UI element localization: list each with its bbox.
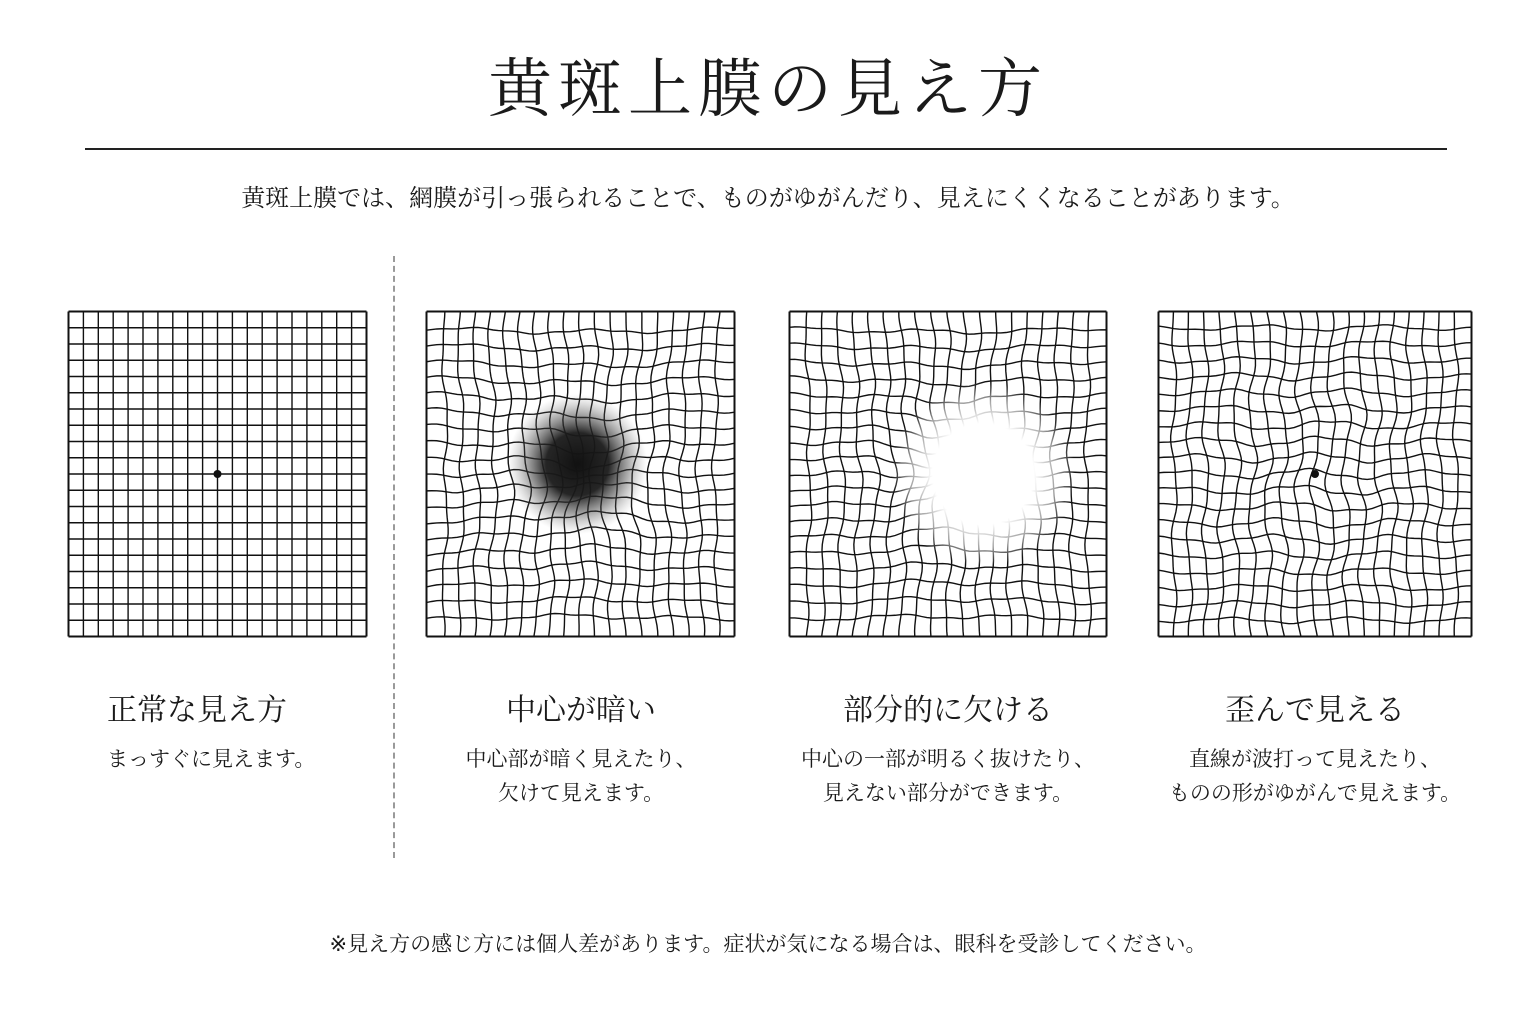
section-divider	[393, 256, 395, 858]
grid-line-vertical	[679, 312, 689, 637]
grid-line-horizontal	[1159, 584, 1472, 591]
grid-line-horizontal	[427, 360, 735, 368]
grid-line-horizontal	[1159, 534, 1472, 544]
grid-distorted	[1157, 310, 1473, 638]
caption-description	[107, 742, 367, 776]
grid-line-vertical	[647, 312, 658, 637]
caption-title: 正常な見え方	[107, 693, 287, 728]
fixation-dot	[214, 470, 222, 478]
grid-line-vertical	[1420, 312, 1428, 637]
grid-normal	[67, 310, 368, 638]
caption-normal	[107, 690, 367, 776]
grid-line-vertical	[1374, 312, 1383, 637]
amsler-grid-partial-missing	[788, 310, 1108, 638]
grid-line-vertical	[1294, 312, 1304, 637]
grid-line-vertical	[1436, 312, 1443, 637]
caption-line: 中心部が暗く見えたり、	[465, 747, 697, 771]
grid-line-vertical	[1171, 312, 1177, 637]
caption-partial-missing	[768, 690, 1128, 810]
caption-line: ものの形がゆがんで見えます。	[1168, 781, 1462, 805]
title-divider	[85, 148, 1447, 150]
grid-partial-missing	[788, 310, 1108, 638]
footnote: ※見え方の感じ方には個人差があります。症状が気になる場合は、眼科を受診してください。	[329, 932, 1207, 956]
caption-description	[1130, 742, 1500, 810]
fixation-dot	[1311, 470, 1319, 478]
grid-line-horizontal	[790, 614, 1107, 620]
caption-line: 直線が波打って見えたり、	[1189, 747, 1441, 771]
grid-line-vertical	[1341, 312, 1351, 637]
caption-line: 見えない部分ができます。	[822, 781, 1074, 805]
grid-line-horizontal	[1159, 436, 1472, 446]
grid-line-vertical	[458, 312, 464, 637]
grid-line-horizontal	[1159, 600, 1472, 607]
grid-line-horizontal	[1159, 486, 1472, 495]
intro-text: 黄斑上膜では、網膜が引っ張られることで、ものがゆがんだり、見えにくくなることがあります。	[241, 184, 1295, 212]
caption-line: 中心の一部が明るく抜けたり、	[801, 747, 1095, 771]
amsler-grid-normal	[67, 310, 368, 638]
grid-line-horizontal	[1159, 341, 1472, 347]
amsler-grid-distorted	[1157, 310, 1473, 638]
grid-line-vertical	[805, 312, 812, 637]
caption-title: 中心が暗い	[506, 693, 656, 728]
caption-title: 部分的に欠ける	[843, 693, 1053, 728]
grid-line-horizontal	[1159, 568, 1472, 575]
caption-title: 歪んで見える	[1225, 693, 1405, 728]
caption-description	[420, 742, 742, 810]
grid-line-horizontal	[427, 579, 735, 587]
grid-line-vertical	[1202, 312, 1209, 637]
page-title: 黄斑上膜の見え方	[488, 53, 1048, 127]
grid-line-horizontal	[1159, 421, 1472, 429]
caption-line: まっすぐに見えます。	[107, 747, 316, 771]
caption-description	[768, 742, 1128, 810]
grid-line-vertical	[1233, 312, 1242, 637]
caption-distorted	[1130, 690, 1500, 810]
grid-line-horizontal	[1159, 372, 1472, 381]
missing-area	[891, 382, 1075, 566]
grid-line-horizontal	[1159, 325, 1472, 331]
grid-dark-center	[425, 310, 736, 638]
grid-line-vertical	[1248, 312, 1257, 637]
dark-scotoma	[507, 394, 647, 534]
grid-line-horizontal	[790, 562, 1107, 572]
caption-dark-center	[420, 690, 742, 810]
grid-line-vertical	[1358, 312, 1367, 637]
amsler-grid-dark-center	[425, 310, 736, 638]
grid-line-vertical	[1405, 312, 1414, 637]
grid-line-vertical	[1186, 312, 1193, 637]
caption-line: 欠けて見えます。	[497, 781, 665, 805]
